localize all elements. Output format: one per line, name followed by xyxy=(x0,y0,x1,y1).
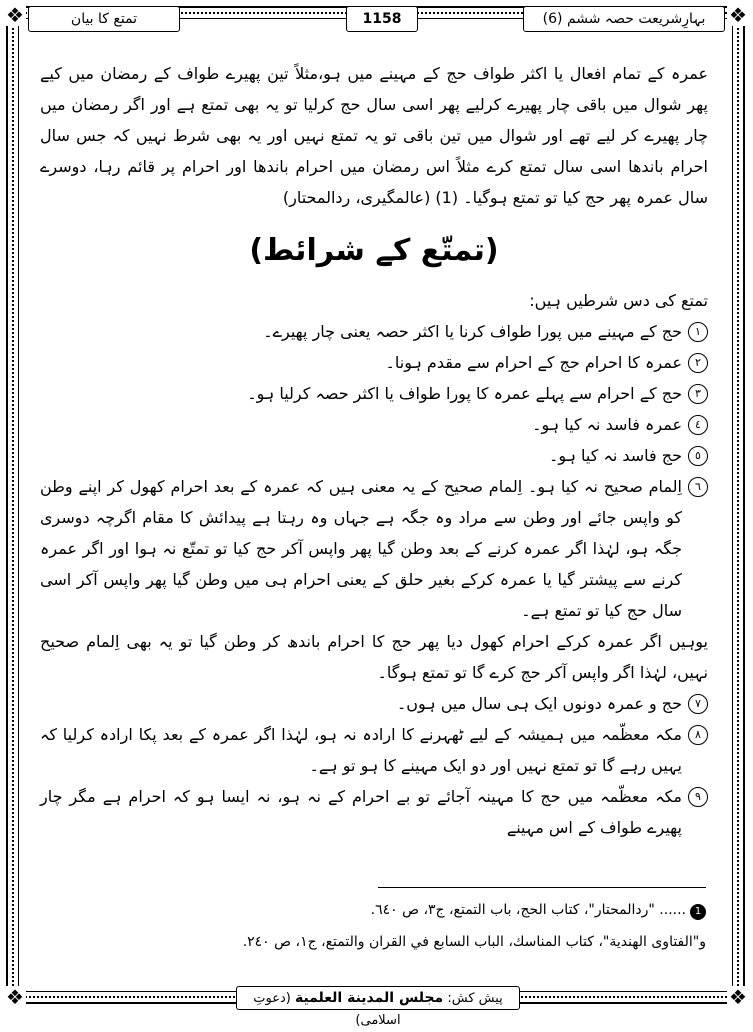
footnote-text: و"الفتاوى الهندية"، كتاب المناسك، الباب السابع في القران والتمتع، ج١، ص ٢٤٠. xyxy=(242,934,706,950)
condition-item xyxy=(40,781,708,843)
footnote-divider xyxy=(378,887,706,888)
condition-text: مکہ معظّمہ میں ہمیشہ کے لیے ٹھہرنے کا ارادہ نہ ہو، لہٰذا اگر عمرہ کے بعد پکا ارادہ کرلیا کہ یہیں رہے گا تو تمتع نہیں اور دو ایک مہینے کا ہو تو ہے۔ xyxy=(40,725,682,775)
footer-publisher: مجلس المدينة العلمية xyxy=(294,990,444,1006)
footnote xyxy=(40,894,706,926)
condition-item xyxy=(40,378,708,409)
condition-item xyxy=(40,440,708,471)
section-heading: (تمتّع کے شرائط) xyxy=(249,233,499,268)
condition-item xyxy=(40,316,708,347)
footnote xyxy=(40,926,706,958)
condition-number: ٧ xyxy=(688,694,708,714)
corner-ornament-icon: ❖ xyxy=(727,986,749,1008)
condition-number: ٤ xyxy=(688,415,708,435)
condition-item xyxy=(40,409,708,440)
condition-text: اِلمام صحیح نہ کیا ہو۔ اِلمام صحیح کے یہ معنی ہیں کہ عمرہ کے بعد احرام کھول کر اپنے وطن کو واپس جائے اور وطن سے مراد وہ جگہ ہے جہاں وہ رہتا ہے پیدائش کا مقام اگرچہ دوسری جگہ ہو، لہٰذا اگر عمرہ کرنے کے بعد وطن گیا پھر واپس آکر حج کیا تو تمتّع نہ ہوا اور اگر عمرہ کرنے سے پیشتر گیا یا عمرہ کرکے بغیر حلق کے یعنی احرام ہی میں وطن گیا پھر واپس آکر اسی سال حج کیا تو تمتع ہے۔ xyxy=(40,477,683,620)
condition-text: مکہ معظّمہ میں حج کا مہینہ آجائے تو بے احرام کے نہ ہو، نہ ایسا ہو کہ احرام ہے مگر چار پھیرے طواف کے اس مہینے xyxy=(40,787,682,837)
condition-number: ١ xyxy=(688,322,708,342)
condition-text: عمرہ فاسد نہ کیا ہو۔ xyxy=(532,415,682,434)
footnotes xyxy=(40,894,706,958)
condition-item xyxy=(40,719,708,781)
footnote-text: ...... "ردالمحتار"، كتاب الحج، باب التمتع، ج٣، ص ٦٤٠. xyxy=(370,902,686,918)
condition-text: حج کے مہینے میں پورا طواف کرنا یا اکثر حصہ یعنی چار پھیرے۔ xyxy=(263,322,682,341)
condition-text: حج کے احرام سے پہلے عمرہ کا پورا طواف یا اکثر حصہ کرلیا ہو۔ xyxy=(247,384,682,403)
footer-org: (دعوتِ اسلامی) xyxy=(253,991,401,1028)
condition-item xyxy=(40,347,708,378)
page-header xyxy=(28,6,725,32)
page-number: 1158 xyxy=(346,6,418,32)
condition-item xyxy=(40,688,708,719)
condition-number: ٢ xyxy=(688,353,708,373)
condition-number: ٨ xyxy=(688,725,708,745)
opening-paragraph: عمرہ کے تمام افعال یا اکثر طواف حج کے مہینے میں ہو،مثلاً تین پھیرے طواف کے رمضان میں کیے پھر شوال میں باقی چار پھیرے کرلیے پھر اسی سال حج کرلیا تو یہ بھی تمتع ہے اور اگر رمضان میں چار پھیرے کر لیے تھے اور شوال میں تین باقی تو یہ تمتع نہیں اور یہ بھی شرط نہیں کہ جس سال احرام باندھا اسی سال تمتع کرے مثلاً اس رمضان میں احرام باندھا اور احرام پر قائم رہا، دوسرے سال عمرہ پھر حج کیا تو تمتع ہوگیا۔ (1) (عالمگیری، ردالمحتار) xyxy=(40,64,709,207)
section-title: تمتع کا بیان xyxy=(28,6,180,32)
condition-continuation: یوہیں اگر عمرہ کرکے احرام کھول دیا پھر حج کا احرام باندھ کر وطن گیا تو یہ بھی اِلمام صحیح نہیں، لہٰذا اگر واپس آکر حج کرے گا تو تمتع ہوگا۔ xyxy=(40,632,708,682)
condition-item xyxy=(40,471,708,626)
condition-number: ٣ xyxy=(688,384,708,404)
book-title: بہارِشریعت حصہ ششم (6) xyxy=(523,6,725,32)
condition-text: حج فاسد نہ کیا ہو۔ xyxy=(548,446,682,465)
conditions-intro: تمتع کی دس شرطیں ہیں: xyxy=(529,291,708,310)
condition-number: ٩ xyxy=(688,787,708,807)
condition-number: ٦ xyxy=(688,477,708,497)
footer-prefix: پیش کش: xyxy=(447,991,503,1006)
footnote-marker: 1 xyxy=(690,904,706,920)
condition-text: حج و عمرہ دونوں ایک ہی سال میں ہوں۔ xyxy=(396,694,682,713)
corner-ornament-icon: ❖ xyxy=(4,4,26,26)
main-content xyxy=(40,58,708,843)
corner-ornament-icon: ❖ xyxy=(4,986,26,1008)
page-footer xyxy=(236,986,520,1028)
condition-text: عمرہ کا احرام حج کے احرام سے مقدم ہونا۔ xyxy=(385,353,682,372)
condition-number: ٥ xyxy=(688,446,708,466)
corner-ornament-icon: ❖ xyxy=(727,4,749,26)
